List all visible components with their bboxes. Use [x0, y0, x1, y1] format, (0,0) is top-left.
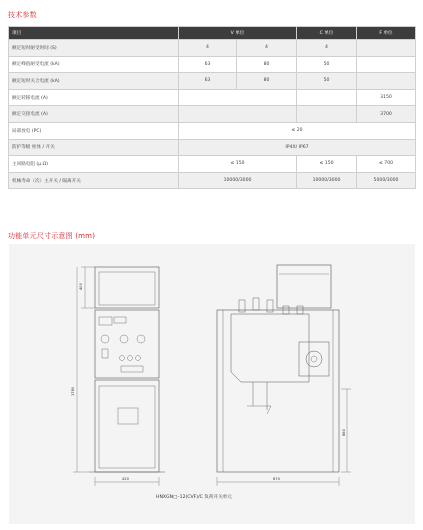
cell-f: 3150 [357, 89, 416, 106]
cell-v [179, 106, 297, 123]
table-row [9, 172, 416, 189]
cell-f [357, 40, 416, 57]
cell-f: 5000/3000 [357, 172, 416, 189]
cell-c: ≤ 150 [297, 156, 357, 173]
cell-merged: ≤ 20 [179, 122, 416, 139]
cell-c [297, 89, 357, 106]
cell-merged: IP4X/ IP67 [179, 139, 416, 156]
front-top-window [99, 272, 155, 305]
spec-table [8, 26, 416, 189]
row-label: 机械寿命（次）主开关 / 隔离开关 [9, 172, 179, 189]
cell-v1: 63 [179, 73, 237, 90]
cell-v2: 80 [237, 73, 297, 90]
cell-c: 10000/3000 [297, 172, 357, 189]
table-row [9, 156, 416, 173]
cell-v2: 4 [237, 40, 297, 57]
dim-side-width: 870 [273, 477, 280, 481]
table-row [9, 56, 416, 73]
table-row [9, 106, 416, 123]
front-view [73, 267, 165, 486]
header-item: 项目 [9, 27, 179, 40]
switch-tank [231, 314, 309, 382]
dimension-drawing [9, 244, 415, 524]
cell-f: ≤ 700 [357, 156, 416, 173]
operating-mechanism [299, 342, 329, 376]
header-v-unit: V 单位 [179, 27, 297, 40]
dim-side-height: 880 [342, 429, 346, 436]
side-main-body [217, 310, 339, 472]
cell-f [357, 73, 416, 90]
row-label: 主回路电阻 (μ Ω) [9, 156, 179, 173]
cell-v: 10000/3000 [179, 172, 297, 189]
side-top-box [277, 265, 331, 308]
dim-top-height: 400 [79, 283, 83, 290]
row-label: 额定短时关合电流 (kA) [9, 73, 179, 90]
table-header-row [9, 27, 416, 40]
cell-c: 50 [297, 56, 357, 73]
drawing-caption: HNXGN□–12(CVF)/C 负荷开关单元 [156, 495, 232, 500]
dim-front-width: 420 [122, 477, 129, 481]
section-title-tech-params: 技术参数 [8, 11, 37, 19]
header-c-unit: C 单位 [297, 27, 357, 40]
front-bottom-compartment [95, 380, 159, 472]
table-row [9, 73, 416, 90]
cell-c [297, 106, 357, 123]
row-label: 额定短时耐受时间 (S) [9, 40, 179, 57]
cell-v1: 4 [179, 40, 237, 57]
front-control-panel [95, 310, 159, 378]
side-view [217, 265, 351, 486]
cell-v: ≤ 150 [179, 156, 297, 173]
front-top-compartment [95, 267, 159, 308]
cell-f [357, 56, 416, 73]
table-row [9, 139, 416, 156]
table-row [9, 89, 416, 106]
drawing-svg [9, 244, 415, 524]
row-label: 额定峰值耐受电流 (kA) [9, 56, 179, 73]
cell-f: 3700 [357, 106, 416, 123]
row-label: 局部放电 (PC) [9, 122, 179, 139]
dim-total-height: 1780 [71, 386, 75, 396]
cell-v1: 63 [179, 56, 237, 73]
row-label: 防护等级 柜体 / 开关 [9, 139, 179, 156]
section-title-dimensions: 功能单元尺寸示意图 (mm) [8, 232, 96, 240]
cell-c: 4 [297, 40, 357, 57]
cell-v2: 80 [237, 56, 297, 73]
header-f-unit: F 单位 [357, 27, 416, 40]
cell-c: 50 [297, 73, 357, 90]
row-label: 额定交接电流 (A) [9, 106, 179, 123]
table-row [9, 122, 416, 139]
cell-v [179, 89, 297, 106]
row-label: 额定转移电流 (A) [9, 89, 179, 106]
table-row [9, 40, 416, 57]
